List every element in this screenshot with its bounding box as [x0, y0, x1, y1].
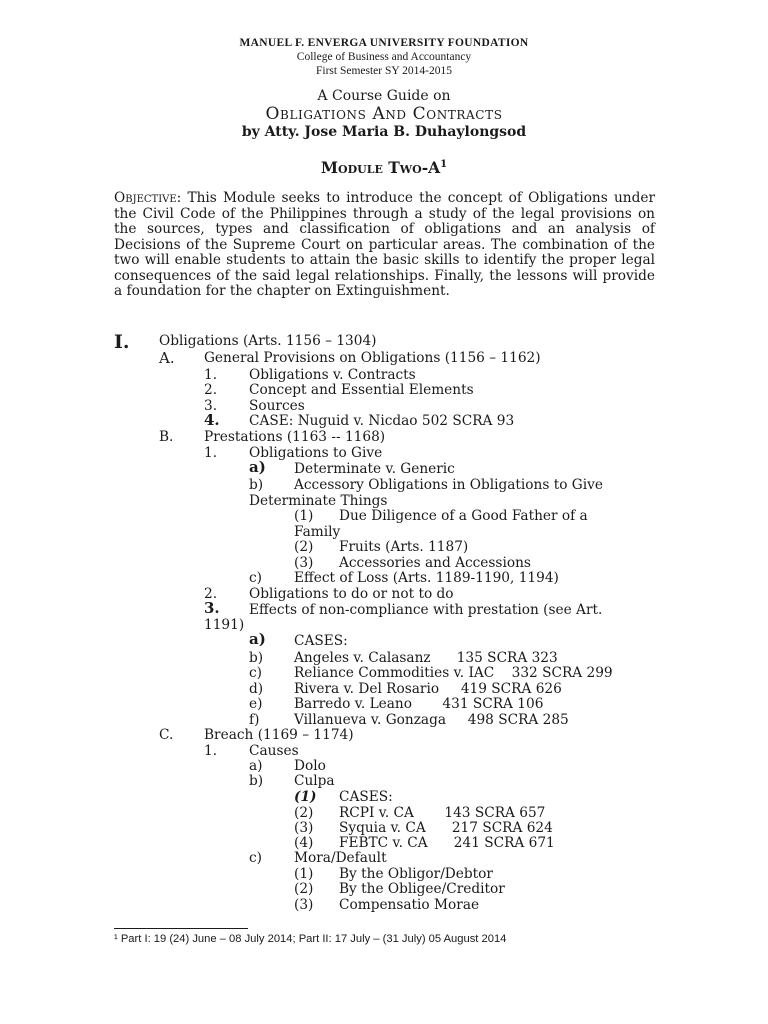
outline-marker: 3. [204, 398, 218, 414]
footnote-reference: 1 [440, 158, 448, 170]
outline-marker: C. [159, 727, 174, 743]
outline-text: Causes [249, 743, 299, 759]
outline-text-continued: 1191) [204, 617, 245, 633]
outline-text: CASES: [294, 633, 348, 649]
outline-marker: 1. [204, 367, 218, 383]
outline-marker: b) [249, 477, 264, 493]
module-title-text: Module Two-A [320, 158, 441, 177]
outline-text: By the Obligee/Creditor [339, 881, 505, 897]
outline-text: Sources [249, 398, 305, 414]
outline-text: Fruits (Arts. 1187) [339, 539, 469, 555]
outline-text: Obligations to Give [249, 445, 383, 461]
outline-text: Breach (1169 – 1174) [204, 727, 354, 743]
outline-text: Culpa [294, 773, 335, 789]
outline-marker: (3) [294, 820, 314, 836]
institution-name: MANUEL F. ENVERGA UNIVERSITY FOUNDATION [239, 37, 529, 49]
outline-marker: e) [249, 696, 263, 712]
outline-marker: (3) [294, 897, 314, 913]
footnote: ¹ Part I: 19 (24) June – 08 July 2014; Part II: 17 July – (31 July) 05 August 2014 [114, 933, 507, 945]
objective-label: Objective: [114, 190, 182, 206]
outline-text: Due Diligence of a Good Father of a [339, 508, 588, 524]
outline-text: CASE: Nuguid v. Nicdao 502 SCRA 93 [249, 413, 515, 429]
case-citation: RCPI v. CA 143 SCRA 657 [339, 805, 546, 821]
case-citation: FEBTC v. CA 241 SCRA 671 [339, 835, 555, 851]
outline-text: Effects of non-compliance with prestation (see Art. [249, 602, 603, 618]
outline-marker: b) [249, 650, 264, 666]
outline-marker: c) [249, 665, 263, 681]
outline-text: Prestations (1163 -- 1168) [204, 429, 386, 445]
outline-text: Determinate v. Generic [294, 461, 455, 477]
guide-line: A Course Guide on [317, 88, 451, 104]
outline-marker: c) [249, 570, 263, 586]
case-citation: Rivera v. Del Rosario 419 SCRA 626 [294, 681, 562, 697]
outline-text: Obligations to do or not to do [249, 586, 454, 602]
outline-marker: (1) [294, 866, 314, 882]
case-citation: Barredo v. Leano 431 SCRA 106 [294, 696, 544, 712]
outline-marker: f) [249, 712, 260, 728]
outline-marker: (4) [294, 835, 314, 851]
outline-marker: A. [159, 349, 175, 367]
outline-text: Accessory Obligations in Obligations to Give [294, 477, 603, 493]
outline-marker: (2) [294, 805, 314, 821]
outline-marker: a) [249, 758, 263, 774]
outline-marker: (2) [294, 539, 314, 555]
outline-marker: a) [249, 630, 266, 648]
outline-text: Accessories and Accessions [339, 555, 531, 571]
outline-marker: 4. [204, 411, 220, 429]
outline-marker: c) [249, 850, 263, 866]
outline-marker: B. [159, 429, 174, 445]
outline-text: Compensatio Morae [339, 897, 480, 913]
outline-text: Mora/Default [294, 850, 387, 866]
semester-line: First Semester SY 2014-2015 [316, 65, 452, 77]
outline-text: Effect of Loss (Arts. 1189-1190, 1194) [294, 570, 559, 586]
outline-text: Concept and Essential Elements [249, 382, 474, 398]
outline-marker: (2) [294, 881, 314, 897]
outline-marker: 1. [204, 445, 218, 461]
outline-text: Obligations v. Contracts [249, 367, 416, 383]
course-title: Obligations And Contracts [265, 104, 503, 124]
case-citation: Syquia v. CA 217 SCRA 624 [339, 820, 553, 836]
author-line: by Atty. Jose Maria B. Duhaylongsod [241, 124, 527, 140]
outline-text-continued: Determinate Things [249, 493, 388, 509]
college-name: College of Business and Accountancy [296, 51, 472, 63]
outline-marker: (1) [294, 789, 317, 805]
case-citation: Reliance Commodities v. IAC 332 SCRA 299 [294, 665, 613, 681]
outline-marker: 3. [204, 599, 220, 617]
outline-text: By the Obligor/Debtor [339, 866, 493, 882]
outline-marker: d) [249, 681, 264, 697]
outline-marker: 2. [204, 382, 218, 398]
outline-marker: 2. [204, 586, 218, 602]
outline-text: Obligations (Arts. 1156 – 1304) [159, 333, 377, 349]
module-title [0, 158, 768, 177]
outline-marker: (3) [294, 555, 314, 571]
case-citation: Angeles v. Calasanz 135 SCRA 323 [294, 650, 558, 666]
outline-marker: (1) [294, 508, 314, 524]
objective-text: This Module seeks to introduce the concept of Obligations under the Civil Code of the Philippines through a study of the legal provisions on the sources, types and classification of obligations and an analysis of Decisions of the Supreme Court on particular areas. The combination of the two will enable students to attain the basic skills to identify the proper legal consequences of the said legal relationships. Finally, the lessons will provide a foundation for the chapter on Extinguishment. [114, 190, 655, 299]
case-citation: Villanueva v. Gonzaga 498 SCRA 285 [294, 712, 569, 728]
footnote-divider [114, 928, 248, 929]
outline-text: General Provisions on Obligations (1156 – 1162) [204, 350, 541, 366]
outline-text: CASES: [339, 789, 393, 805]
outline-marker: I. [114, 331, 130, 353]
outline-marker: a) [249, 458, 266, 476]
objective-paragraph [114, 191, 655, 300]
outline-text-continued: Family [294, 524, 341, 540]
outline-marker: b) [249, 773, 264, 789]
outline-text: Dolo [294, 758, 326, 774]
outline-marker: 1. [204, 743, 218, 759]
